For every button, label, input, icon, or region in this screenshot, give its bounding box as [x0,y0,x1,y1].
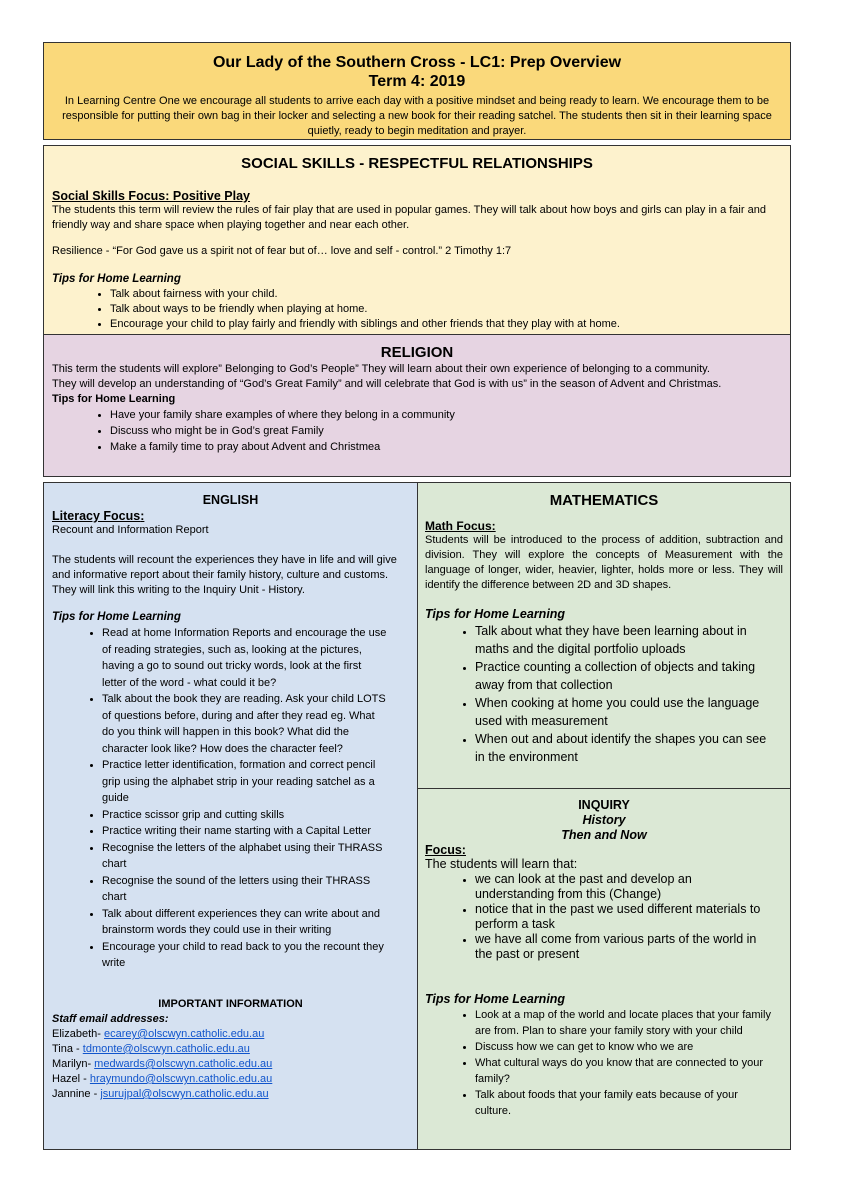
list-item: • Talk about ways to be friendly when playing at home. [110,302,782,317]
list-item: • notice that in the past we used different materials to perform a task [475,902,767,932]
list-item: • we have all come from various parts of the world in the past or present [475,932,767,962]
inquiry-tips-title: Tips for Home Learning [425,992,566,1006]
list-item: • Talk about fairness with your child. [110,287,782,302]
literacy-focus-sub: Recount and Information Report [52,524,209,536]
inquiry-tips-list [425,1007,783,1119]
maths-title: MATHEMATICS [549,492,659,509]
staff-row [52,1087,409,1102]
term-label: Term 4: 2019 [368,73,466,90]
list-item: • we can look at the past and develop an understanding from this (Change) [475,872,767,902]
list-item: • When cooking at home you could use the language used with measurement [475,694,773,730]
email-link[interactable]: ecarey@olscwyn.catholic.edu.au [103,1028,265,1040]
list-item: • Talk about foods that your family eats because of your culture. [475,1087,775,1119]
religion-tips-list [52,407,782,455]
important-info [52,997,409,1102]
list-item: • Look at a map of the world and locate places that your family are from. Plan to share your family story with your child [475,1007,775,1039]
social-skills-section [43,145,791,335]
inquiry-title: INQUIRY [578,798,630,812]
staff-row [52,1042,409,1057]
list-item: • Practice letter identification, formation and correct pencil grip using the alphabet strip in your reading satchel as a guide [102,757,387,807]
maths-body: Students will be introduced to the process of addition, subtraction and division. They will explore the concepts of Measurement with the language of longer, wider, heavier, lighter, holds more or less. They will identify the difference between 2D and 3D shapes. [425,534,783,591]
page-title: Our Lady of the Southern Cross - LC1: Prep Overview [212,54,622,71]
maths-tips-list [425,622,783,766]
list-item: • Encourage your child to read back to you the recount they write [102,939,387,972]
staff-name: Tina - [52,1043,83,1055]
staff-name: Jannine - [52,1088,101,1100]
religion-title: RELIGION [380,344,454,361]
mathematics-section [417,482,791,789]
religion-line-2: They will develop an understanding of “God’s Great Family” and will celebrate that God is with us” in the season of Advent and Christmas. [52,378,722,390]
important-info-title: IMPORTANT INFORMATION [158,998,303,1010]
social-focus-title: Social Skills Focus: Positive Play [52,189,250,203]
list-item: • Encourage your child to play fairly and friendly with siblings and other friends that they play with at home. [110,317,782,332]
inquiry-section [417,788,791,1150]
religion-tips-title: Tips for Home Learning [52,393,176,405]
list-item: • When out and about identify the shapes you can see in the environment [475,730,773,766]
staff-row [52,1027,409,1042]
email-link[interactable]: medwards@olscwyn.catholic.edu.au [94,1058,273,1070]
staff-name: Marilyn- [52,1058,95,1070]
social-focus-text: The students this term will review the rules of fair play that are used in popular games. They will talk about how boys and girls can play in a fair and friendly way and share space when playing together and near each other. [52,204,766,231]
list-item: • Practice counting a collection of objects and taking away from that collection [475,658,773,694]
list-item: • Recognise the letters of the alphabet using their THRASS chart [102,840,387,873]
literacy-focus-colon: : [140,509,145,523]
inquiry-focus-title: Focus: [425,843,466,857]
english-tips-list [52,625,409,972]
email-link[interactable]: jsurujpal@olscwyn.catholic.edu.au [100,1088,269,1100]
staff-name: Hazel - [52,1073,90,1085]
literacy-focus-title: Literacy Focus [52,509,141,523]
religion-section [43,334,791,477]
email-link[interactable]: hraymundo@olscwyn.catholic.edu.au [89,1073,273,1085]
list-item: • Talk about what they have been learning about in maths and the digital portfolio uploads [475,622,773,658]
social-tips-title: Tips for Home Learning [52,273,181,285]
english-section [43,482,418,1150]
staff-row [52,1057,409,1072]
email-link[interactable]: tdmonte@olscwyn.catholic.edu.au [82,1043,250,1055]
resilience-text: Resilience - “For God gave us a spirit not of fear but of… love and self - control.” 2 Timothy 1:7 [52,245,512,257]
english-body: The students will recount the experiences they have in life and will give and informative report about their family history, culture and customs. They will link this writing to the Inquiry Unit - History. [52,554,397,596]
staff-email-title: Staff email addresses: [52,1013,169,1025]
staff-row [52,1072,409,1087]
social-tips-list [52,287,782,332]
list-item: • Practice scissor grip and cutting skills [102,807,387,824]
staff-name: Elizabeth- [52,1028,104,1040]
inquiry-points-list [425,872,783,962]
maths-tips-title: Tips for Home Learning [425,607,566,621]
list-item: • Recognise the sound of the letters using their THRASS chart [102,873,387,906]
list-item: • Make a family time to pray about Advent and Christmea [110,439,782,455]
inquiry-subtitle-2: Then and Now [561,828,647,842]
religion-line-1: This term the students will explore” Belonging to God’s People” They will learn about their own experience of belonging to a community. [52,363,710,375]
list-item: • Discuss how we can get to know who we are [475,1039,775,1055]
english-tips-title: Tips for Home Learning [52,611,181,623]
list-item: • What cultural ways do you know that are connected to your family? [475,1055,775,1087]
social-title: SOCIAL SKILLS - RESPECTFUL RELATIONSHIPS [241,155,593,172]
list-item: • Discuss who might be in God’s great Family [110,423,782,439]
inquiry-intro: The students will learn that: [425,857,578,871]
list-item: • Talk about the book they are reading. Ask your child LOTS of questions before, during and after they read eg. What do you think will happen in this book? What did the character look like? How does the character feel? [102,691,387,757]
inquiry-subtitle: History [582,813,626,827]
list-item: • Practice writing their name starting with a Capital Letter [102,823,387,840]
list-item: • Talk about different experiences they can write about and brainstorm words they could use in their writing [102,906,387,939]
english-title: ENGLISH [202,493,259,507]
list-item: • Have your family share examples of where they belong in a community [110,407,782,423]
math-focus-title: Math Focus: [425,519,496,533]
header-box [43,42,791,140]
header-intro: In Learning Centre One we encourage all students to arrive each day with a positive mindset and being ready to learn. We encourage them to be responsible for putting their own bag in their locker and selecting a new book for their reading satchel. The students then sit in their learning space quietly, ready to begin meditation and prayer. [62,95,772,137]
list-item: • Read at home Information Reports and encourage the use of reading strategies, such as, looking at the pictures, having a go to sound out tricky words, look at the first letter of the word - what could it be? [102,625,387,691]
